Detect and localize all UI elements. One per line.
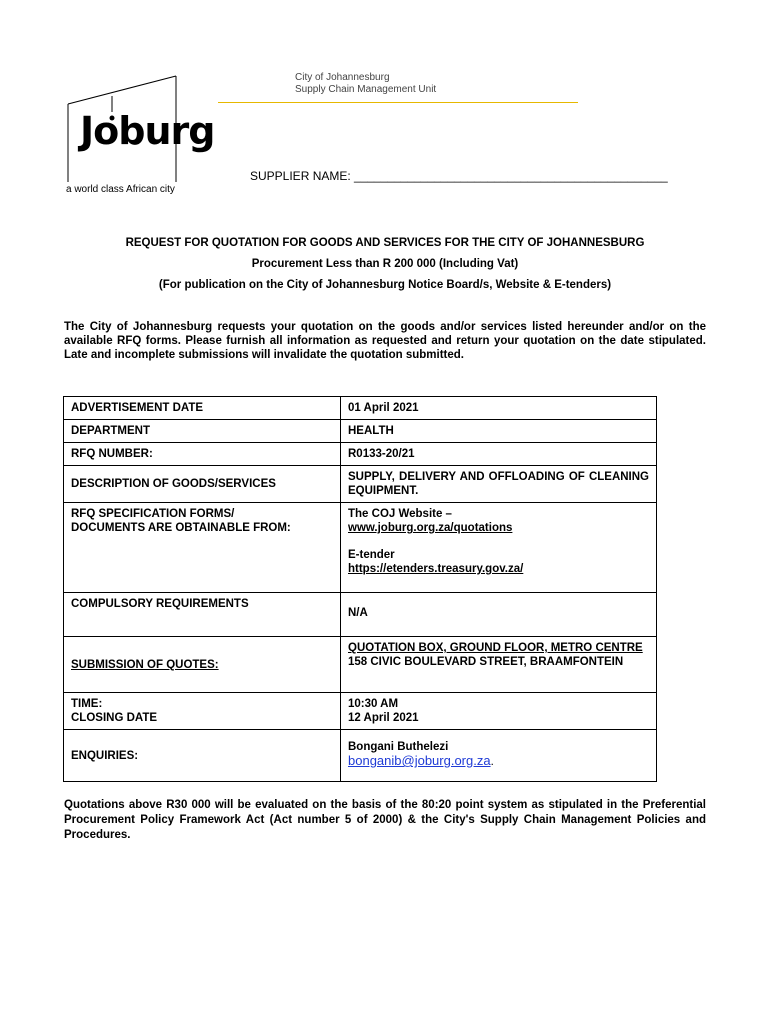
description-value: SUPPLY, DELIVERY AND OFFLOADING OF CLEANING EQUIPMENT. xyxy=(341,466,657,503)
submission-location: QUOTATION BOX, GROUND FLOOR, METRO CENTRE xyxy=(348,642,643,654)
submission-value xyxy=(341,637,657,693)
enquiries-email-suffix: . xyxy=(490,756,494,768)
rfq-number-label: RFQ NUMBER: xyxy=(64,443,341,466)
description-label: DESCRIPTION OF GOODS/SERVICES xyxy=(64,466,341,503)
enquiries-email-link[interactable]: bonganib@joburg.org.za xyxy=(348,753,491,768)
document-subtitle: Procurement Less than R 200 000 (Including Vat) xyxy=(251,258,519,270)
submission-address: 158 CIVIC BOULEVARD STREET, BRAAMFONTEIN xyxy=(348,656,624,668)
department-value: HEALTH xyxy=(341,420,657,443)
etender-label: E-tender xyxy=(348,549,395,561)
supplier-name-field: SUPPLIER NAME: _______________________________________________ xyxy=(250,169,668,183)
header-organisation xyxy=(295,72,436,96)
coj-quotations-link[interactable]: www.joburg.org.za/quotations xyxy=(348,522,513,534)
table-row xyxy=(64,693,657,730)
document-title: REQUEST FOR QUOTATION FOR GOODS AND SERVICES FOR THE CITY OF JOHANNESBURG xyxy=(125,237,645,249)
time-value: 10:30 AM xyxy=(348,698,399,710)
table-row xyxy=(64,593,657,637)
table-row xyxy=(64,503,657,593)
joburg-logo-wordmark: Joburg xyxy=(80,109,215,153)
submission-label-text: SUBMISSION OF QUOTES: xyxy=(71,658,219,671)
closing-label xyxy=(64,693,341,730)
table-row xyxy=(64,420,657,443)
enquiries-value xyxy=(341,730,657,782)
table-row xyxy=(64,397,657,420)
forms-label-line2: DOCUMENTS ARE OBTAINABLE FROM: xyxy=(71,522,291,534)
coj-website-label: The COJ Website – xyxy=(348,508,452,520)
advertisement-date-label: ADVERTISEMENT DATE xyxy=(64,397,341,420)
evaluation-note: Quotations above R30 000 will be evaluated on the basis of the 80:20 point system as stipulated in the Preferential Procurement Policy Framework Act (Act number 5 of 2000) & the City's Supply Chain Management Policies and Procedures. xyxy=(64,799,706,841)
header-divider xyxy=(218,102,578,103)
table-row xyxy=(64,466,657,503)
table-row xyxy=(64,637,657,693)
time-label: TIME: xyxy=(71,698,103,710)
intro-paragraph: The City of Johannesburg requests your quotation on the goods and/or services listed hereunder and/or on the available RFQ forms. Please furnish all information as requested and return your quotation on the date stipulated. Late and incomplete submissions will invalidate the quotation submitted. xyxy=(64,321,706,361)
rfq-details-table xyxy=(63,396,657,782)
etender-link[interactable]: https://etenders.treasury.gov.za/ xyxy=(348,563,524,575)
closing-date-value: 12 April 2021 xyxy=(348,712,419,724)
compulsory-value: N/A xyxy=(341,593,657,637)
logo-tagline: a world class African city xyxy=(66,184,175,195)
submission-label xyxy=(64,637,341,693)
forms-label xyxy=(64,503,341,593)
enquiries-contact-name: Bongani Buthelezi xyxy=(348,741,449,753)
publication-note: (For publication on the City of Johannesburg Notice Board/s, Website & E-tenders) xyxy=(158,279,612,291)
org-name: City of Johannesburg xyxy=(295,72,390,83)
enquiries-label: ENQUIRIES: xyxy=(64,730,341,782)
forms-value xyxy=(341,503,657,593)
advertisement-date-value: 01 April 2021 xyxy=(341,397,657,420)
department-label: DEPARTMENT xyxy=(64,420,341,443)
forms-label-line1: RFQ SPECIFICATION FORMS/ xyxy=(71,508,235,520)
compulsory-label: COMPULSORY REQUIREMENTS xyxy=(64,593,341,637)
table-row xyxy=(64,730,657,782)
unit-name: Supply Chain Management Unit xyxy=(295,84,437,95)
table-row xyxy=(64,443,657,466)
rfq-number-value: R0133-20/21 xyxy=(341,443,657,466)
closing-value xyxy=(341,693,657,730)
closing-date-label: CLOSING DATE xyxy=(71,712,158,724)
